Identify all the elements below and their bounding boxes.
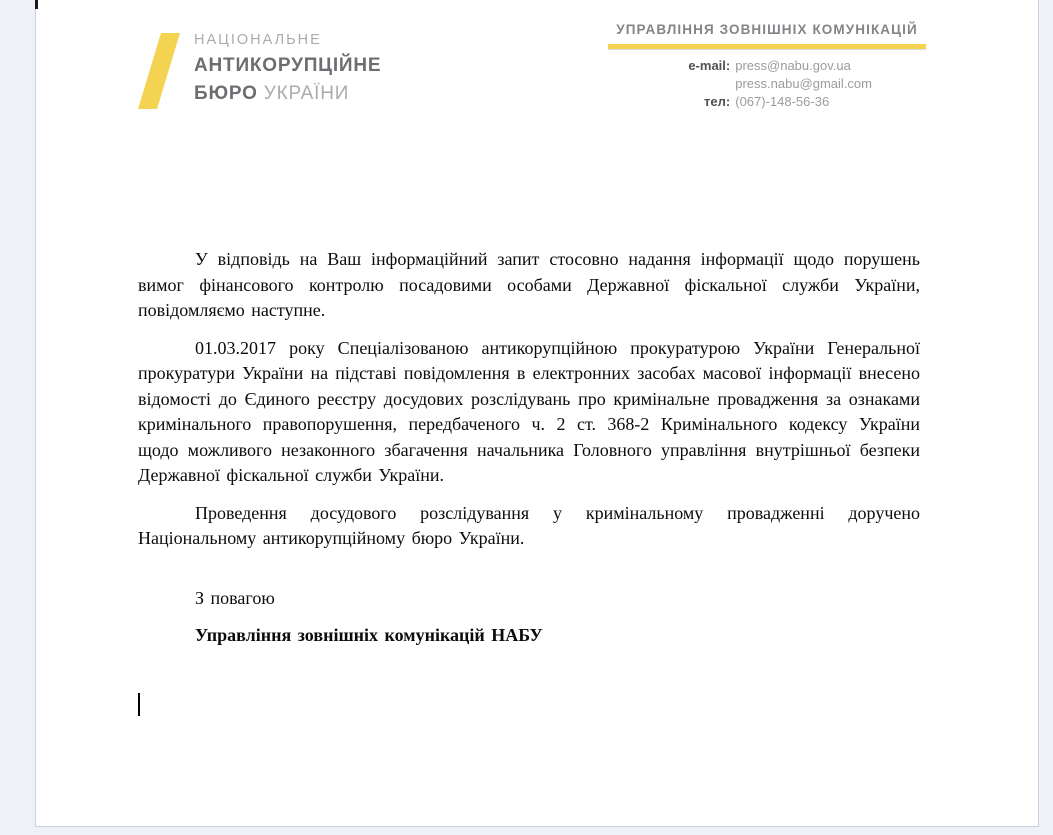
page-corner-mark [35,0,38,9]
logo-bureau-light: УКРАЇНИ [257,83,350,104]
logo-line-national: НАЦІОНАЛЬНЕ [194,32,322,48]
signature-line: Управління зовнішніх комунікацій НАБУ [195,625,543,645]
phone-number: (067)-148-56-36 [735,94,830,109]
paragraph-investigation: Проведення досудового розслідування у кримінальному провадженні доручено Національному антикорупційному бюро України. [138,502,920,548]
email-label: e-mail: [688,58,731,73]
document-page [35,0,1039,827]
email-address-secondary: press.nabu@gmail.com [735,76,872,91]
logo-bureau-bold: БЮРО [194,83,258,104]
department-block [608,22,926,109]
logo-line-bureau [194,83,381,105]
closing-salutation: З повагою [195,587,275,608]
contact-info [608,59,872,109]
letter-body[interactable] [138,247,920,661]
nabu-logo-icon [138,33,180,109]
paragraph-intro: У відповідь на Ваш інформаційний запит стосовно надання інформації щодо порушень вимог фінансового контролю посадовими особами Державної фіскальної служби України, повідомляємо наступне. [138,249,920,320]
email-label-spacer [688,77,730,91]
department-title: УПРАВЛІННЯ ЗОВНІШНІХ КОМУНІКАЦІЙ [616,22,918,37]
accent-underline-bar [608,44,926,49]
logo-line-anticorruption: АНТИКОРУПЦІЙНЕ [194,55,382,76]
text-cursor [138,693,140,716]
nabu-logo-text [194,30,381,105]
nabu-logo [138,30,381,109]
paragraph-case-details: 01.03.2017 року Спеціалізованою антикорупційною прокуратурою України Генеральної прокуратури України на підставі повідомлення в електронних засобах масової інформації внесено відомості до Єдиного реєстру досудових розслідувань про кримінальне провадження за ознаками кримінального правопорушення, передбаченого ч. 2 ст. 368-2 Кримінального кодексу України щодо можливого незаконного збагачення начальника Головного управління внутрішньої безпеки Державної фіскальної служби України. [138,337,920,485]
phone-label: тел: [704,94,731,109]
email-address-primary: press@nabu.gov.ua [735,58,851,73]
